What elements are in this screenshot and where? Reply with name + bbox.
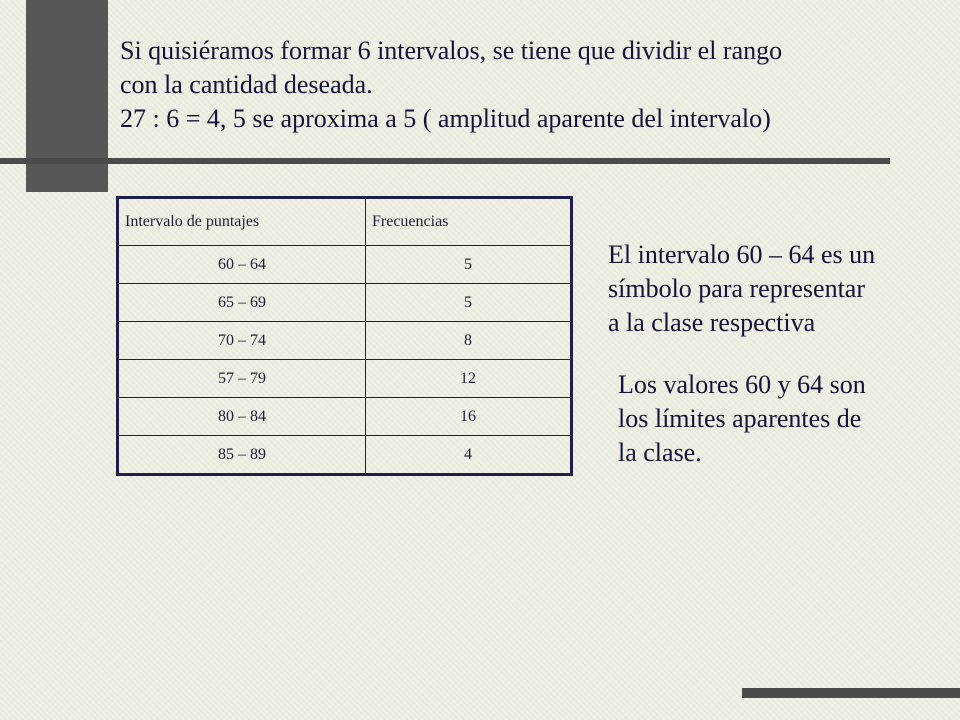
frequency-cell: 12 (366, 360, 572, 398)
note-1-line-3: a la clase respectiva (608, 308, 816, 337)
table-row (118, 246, 572, 284)
table-header-row (118, 198, 572, 246)
interval-cell: 65 – 69 (118, 284, 366, 322)
table-row (118, 322, 572, 360)
table-row (118, 436, 572, 475)
frequency-cell: 16 (366, 398, 572, 436)
interval-cell: 60 – 64 (118, 246, 366, 284)
header-line-3: 27 : 6 = 4, 5 se aproxima a 5 ( amplitud aparente del intervalo) (120, 104, 771, 133)
note-interval-symbol (608, 238, 875, 340)
note-2-line-2: los límites aparentes de (618, 404, 862, 433)
decorative-horizontal-rule (0, 158, 890, 164)
interval-cell: 57 – 79 (118, 360, 366, 398)
table-row (118, 398, 572, 436)
table-row (118, 284, 572, 322)
column-header-interval: Intervalo de puntajes (118, 198, 366, 246)
interval-cell: 70 – 74 (118, 322, 366, 360)
frequency-cell: 5 (366, 246, 572, 284)
interval-cell: 85 – 89 (118, 436, 366, 475)
note-1-line-1: El intervalo 60 – 64 es un (608, 240, 876, 269)
frequency-cell: 8 (366, 322, 572, 360)
frequency-cell: 5 (366, 284, 572, 322)
note-2-line-1: Los valores 60 y 64 son (618, 370, 866, 399)
table-row (118, 360, 572, 398)
note-1-line-2: símbolo para representar (608, 274, 866, 303)
frequency-cell: 4 (366, 436, 572, 475)
slide-header-text (120, 34, 960, 136)
interval-cell: 80 – 84 (118, 398, 366, 436)
header-line-1: Si quisiéramos formar 6 intervalos, se tiene que dividir el rango (120, 36, 783, 65)
column-header-frequency: Frecuencias (366, 198, 572, 246)
header-line-2: con la cantidad deseada. (120, 70, 373, 99)
note-apparent-limits (618, 368, 866, 470)
note-2-line-3: la clase. (618, 438, 702, 467)
frequency-table (116, 196, 573, 476)
decorative-bottom-bar (742, 688, 960, 698)
